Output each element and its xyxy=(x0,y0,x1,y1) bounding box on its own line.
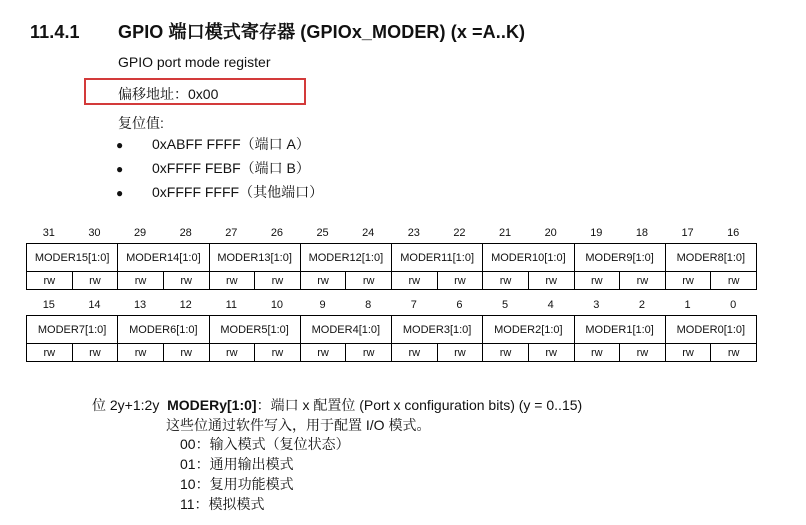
reset-value-port-a: 0xABFF FFFF（端口 A） xyxy=(152,136,310,152)
bit-number: 10 xyxy=(270,299,284,311)
bit-number: 7 xyxy=(410,299,417,311)
bit-number: 9 xyxy=(319,299,326,311)
field-cell: MODER14[1:0] xyxy=(118,244,209,272)
bit-number: 6 xyxy=(456,299,463,311)
list-item xyxy=(116,183,323,207)
section-heading xyxy=(30,18,525,44)
bit-number: 15 xyxy=(42,299,55,311)
access-cell: rw xyxy=(528,344,574,362)
field-cell: MODER5[1:0] xyxy=(209,316,300,344)
access-cell: rw xyxy=(27,272,73,290)
reset-value-title: 复位值: xyxy=(118,115,164,131)
bit-number: 28 xyxy=(179,227,192,239)
mode-item-11: 11：模拟模式 xyxy=(180,496,265,512)
bullet-icon: ● xyxy=(116,186,124,200)
access-cell: rw xyxy=(118,344,164,362)
bit-number: 5 xyxy=(502,299,509,311)
bit-number: 17 xyxy=(681,227,694,239)
mode-list xyxy=(180,435,350,515)
bit-number: 19 xyxy=(590,227,603,239)
access-cell: rw xyxy=(255,272,301,290)
bit-number: 24 xyxy=(362,227,375,239)
bit-number: 18 xyxy=(635,227,649,239)
table-row xyxy=(27,272,757,290)
field-cell: MODER8[1:0] xyxy=(665,244,756,272)
access-cell: rw xyxy=(483,344,529,362)
bit-number: 3 xyxy=(593,299,600,311)
bit-number: 26 xyxy=(270,227,284,239)
field-cell: MODER13[1:0] xyxy=(209,244,300,272)
access-cell: rw xyxy=(392,344,438,362)
field-name: MODERy[1:0] xyxy=(167,397,257,413)
access-cell: rw xyxy=(392,272,438,290)
access-cell: rw xyxy=(346,272,392,290)
lower-bit-numbers xyxy=(26,299,756,315)
access-cell: rw xyxy=(72,344,118,362)
field-cell: MODER0[1:0] xyxy=(665,316,756,344)
section-number: 11.4.1 xyxy=(30,22,80,42)
mode-item-00: 00：输入模式（复位状态） xyxy=(180,436,350,452)
access-cell: rw xyxy=(665,272,711,290)
access-cell: rw xyxy=(620,344,666,362)
access-cell: rw xyxy=(711,344,757,362)
field-cell: MODER6[1:0] xyxy=(118,316,209,344)
access-cell: rw xyxy=(574,344,620,362)
offset-address: 偏移地址：0x00 xyxy=(118,86,219,102)
field-cell: MODER3[1:0] xyxy=(392,316,483,344)
register-english-name: GPIO port mode register xyxy=(118,54,271,70)
access-cell: rw xyxy=(72,272,118,290)
reset-value-port-b: 0xFFFF FEBF（端口 B） xyxy=(152,160,310,176)
bit-number: 1 xyxy=(684,299,691,311)
bit-number: 25 xyxy=(316,227,329,239)
bit-number: 22 xyxy=(453,227,466,239)
bit-number: 8 xyxy=(365,299,372,311)
table-row xyxy=(27,344,757,362)
field-description xyxy=(92,395,582,415)
bit-number: 31 xyxy=(42,227,55,239)
register-table-upper xyxy=(26,243,757,290)
mode-item-10: 10：复用功能模式 xyxy=(180,476,294,492)
bit-number: 23 xyxy=(407,227,420,239)
field-cell: MODER9[1:0] xyxy=(574,244,665,272)
bullet-icon: ● xyxy=(116,162,124,176)
access-cell: rw xyxy=(163,344,209,362)
bit-number: 21 xyxy=(498,227,512,239)
access-cell: rw xyxy=(255,344,301,362)
access-cell: rw xyxy=(483,272,529,290)
field-cell: MODER7[1:0] xyxy=(27,316,118,344)
access-cell: rw xyxy=(163,272,209,290)
bit-number: 2 xyxy=(638,299,645,311)
field-cell: MODER4[1:0] xyxy=(300,316,391,344)
bit-number: 16 xyxy=(727,227,740,239)
field-cell: MODER15[1:0] xyxy=(27,244,118,272)
bit-number: 27 xyxy=(225,227,238,239)
access-cell: rw xyxy=(346,344,392,362)
access-cell: rw xyxy=(300,272,346,290)
access-cell: rw xyxy=(437,344,483,362)
bit-number: 30 xyxy=(88,227,101,239)
access-cell: rw xyxy=(209,344,255,362)
access-cell: rw xyxy=(711,272,757,290)
access-cell: rw xyxy=(528,272,574,290)
access-cell: rw xyxy=(665,344,711,362)
bit-number: 13 xyxy=(133,299,147,311)
access-cell: rw xyxy=(300,344,346,362)
reset-value-other-ports: 0xFFFF FFFF（其他端口） xyxy=(152,184,324,200)
table-row xyxy=(27,316,757,344)
bit-number: 14 xyxy=(88,299,101,311)
register-table-lower xyxy=(26,315,757,362)
field-cell: MODER11[1:0] xyxy=(392,244,483,272)
bit-number: 4 xyxy=(547,299,554,311)
list-item xyxy=(116,159,323,183)
mode-item-01: 01：通用输出模式 xyxy=(180,456,294,472)
upper-bit-numbers xyxy=(26,227,756,243)
bit-number: 12 xyxy=(179,299,192,311)
bit-number: 20 xyxy=(544,227,557,239)
section-title: GPIO 端口模式寄存器 (GPIOx_MODER) (x =A..K) xyxy=(118,22,526,42)
bit-number: 11 xyxy=(225,299,238,311)
access-cell: rw xyxy=(27,344,73,362)
reset-value-list xyxy=(116,135,323,207)
access-cell: rw xyxy=(574,272,620,290)
bullet-icon: ● xyxy=(116,138,124,152)
access-cell: rw xyxy=(209,272,255,290)
field-cell: MODER2[1:0] xyxy=(483,316,574,344)
field-desc: ：端口 x 配置位 (Port x configuration bits) (y = 0..15) xyxy=(256,397,583,413)
field-note: 这些位通过软件写入，用于配置 I/O 模式。 xyxy=(166,417,431,433)
field-cell: MODER1[1:0] xyxy=(574,316,665,344)
access-cell: rw xyxy=(620,272,666,290)
access-cell: rw xyxy=(437,272,483,290)
bit-number: 0 xyxy=(730,299,737,311)
access-cell: rw xyxy=(118,272,164,290)
field-cell: MODER12[1:0] xyxy=(300,244,391,272)
bits-label: 位 2y+1:2y xyxy=(92,397,160,413)
list-item xyxy=(116,135,323,159)
field-cell: MODER10[1:0] xyxy=(483,244,574,272)
table-row xyxy=(27,244,757,272)
bit-number: 29 xyxy=(133,227,147,239)
